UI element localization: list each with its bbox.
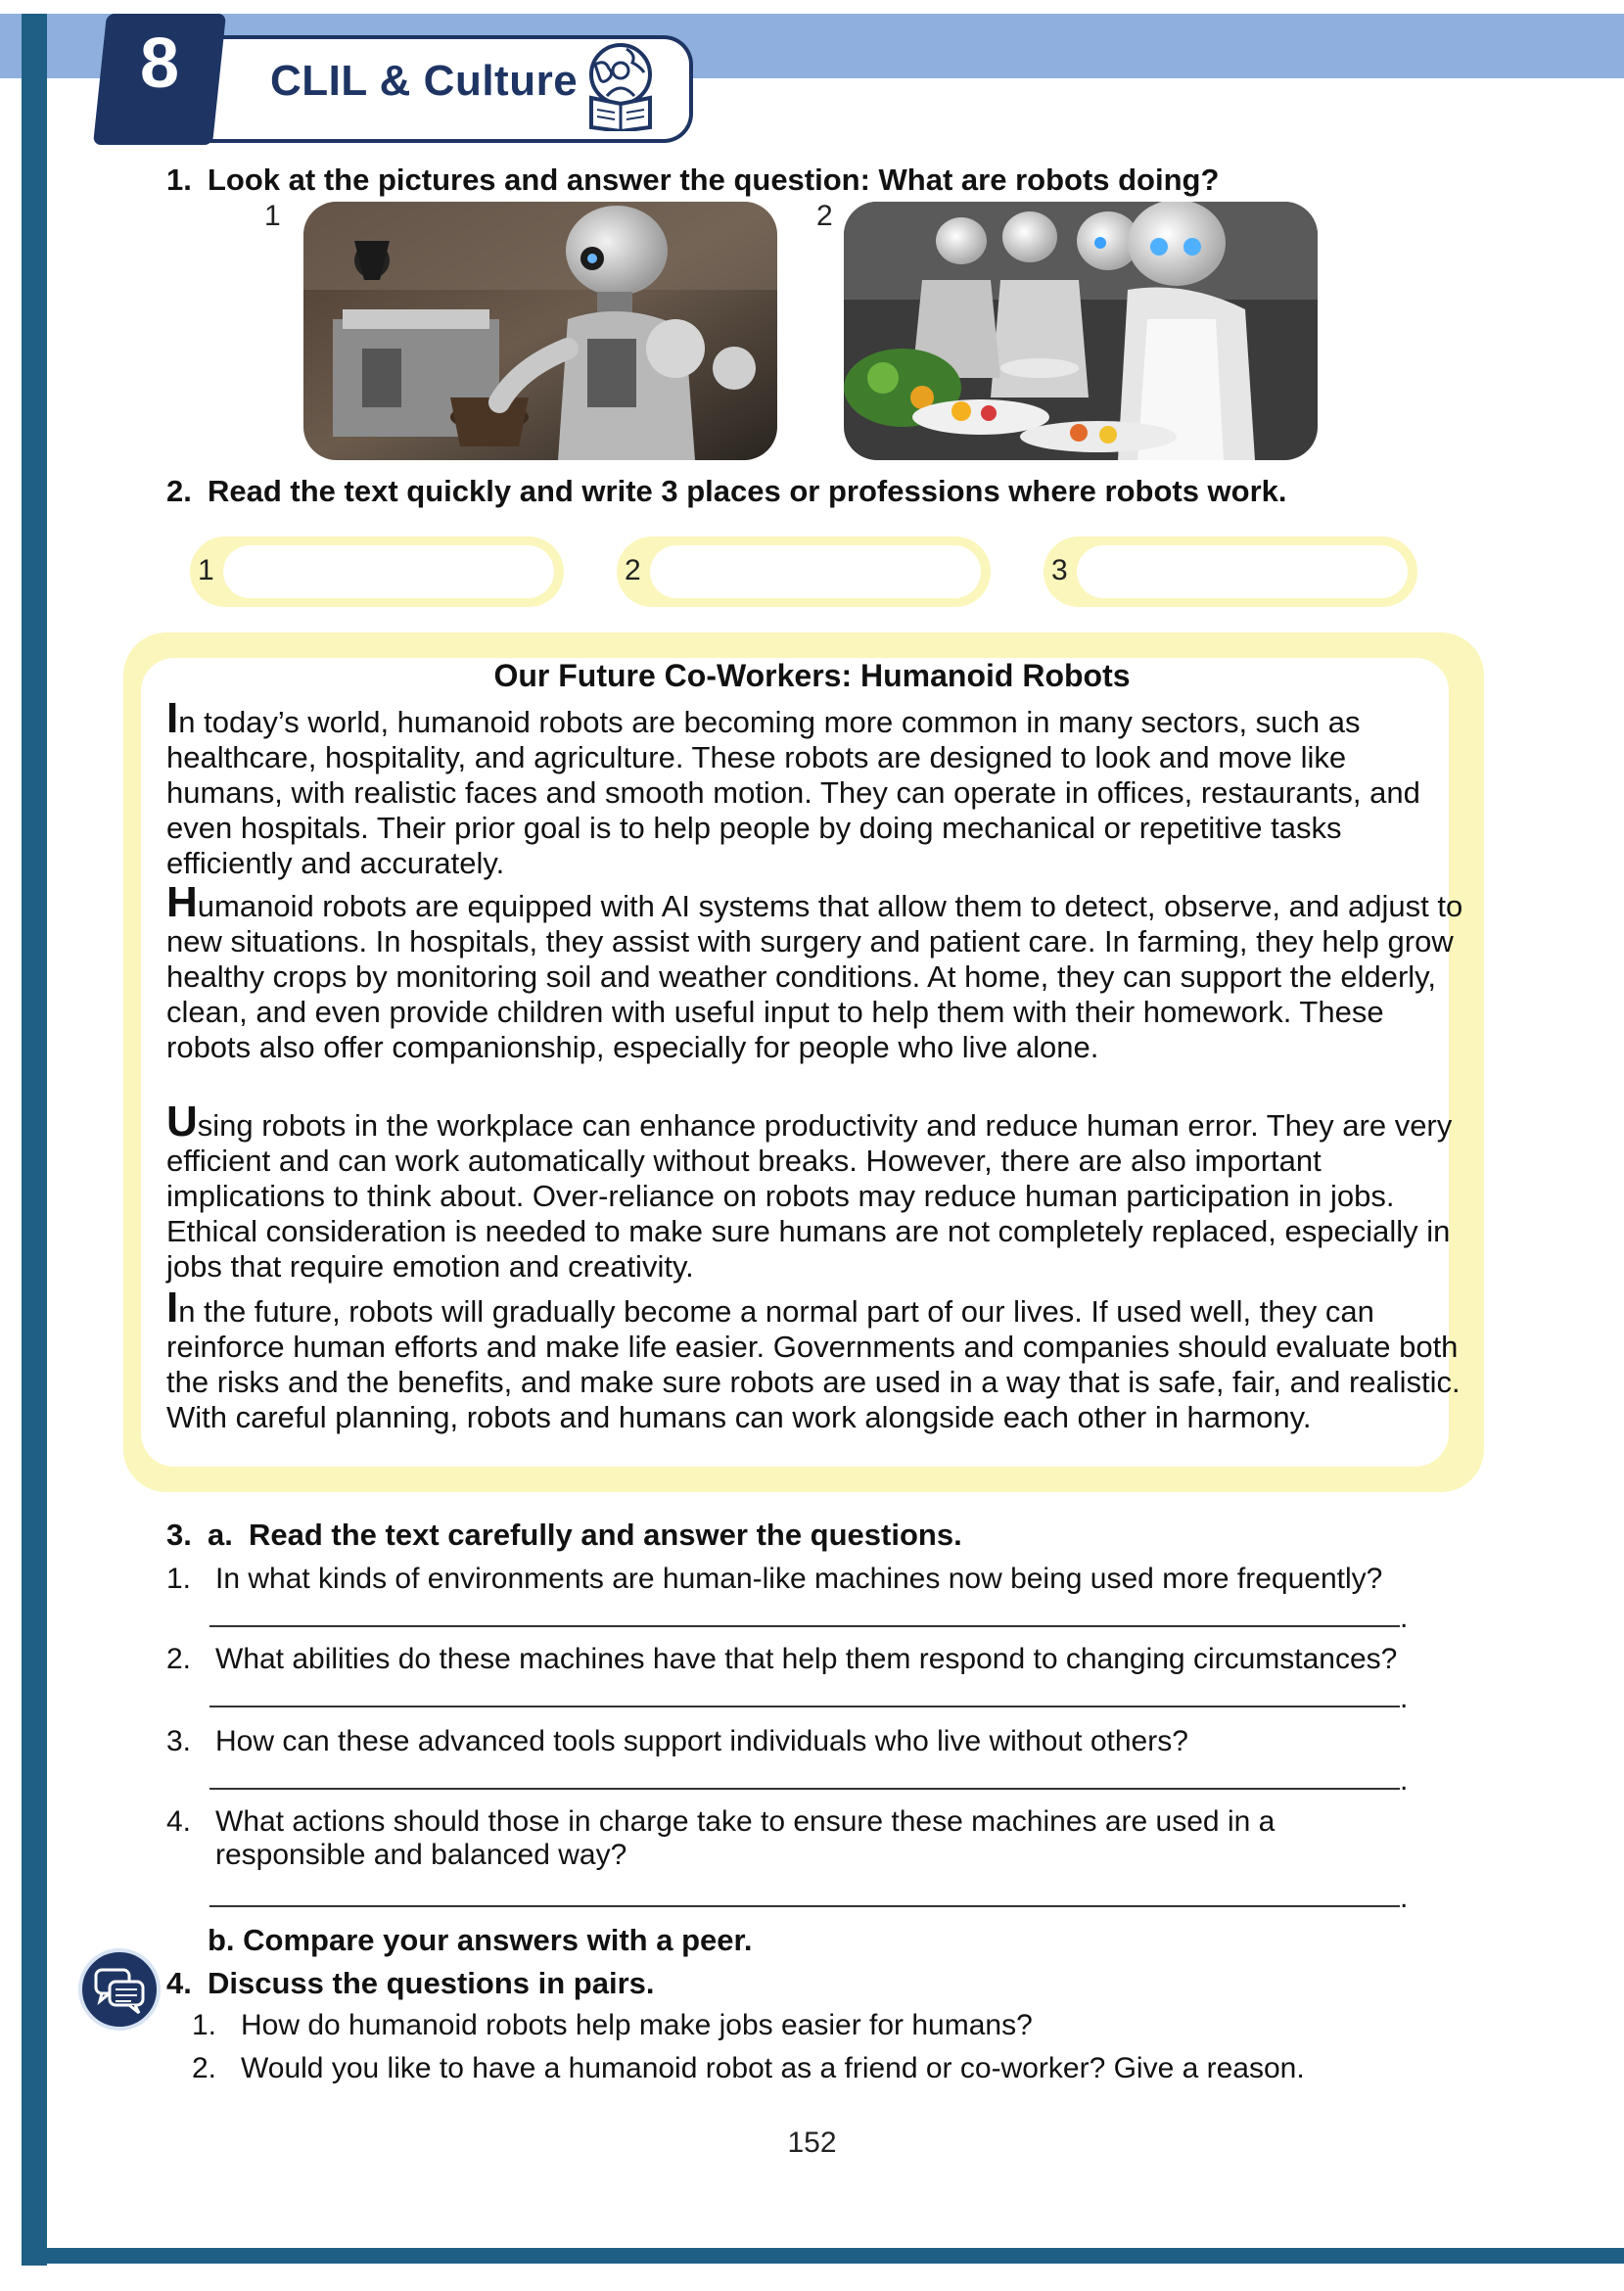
answer-line-3-period: . — [1400, 1764, 1409, 1797]
question-2-text: Read the text quickly and write 3 places or professions where robots work. — [208, 474, 1287, 508]
answer-box-3 — [1044, 537, 1417, 607]
reading-paragraph-1 — [166, 694, 1468, 881]
answer-line-4-period: . — [1400, 1882, 1409, 1914]
answer-box-3-input[interactable] — [1077, 545, 1408, 598]
speech-bubbles-icon — [78, 1948, 161, 2031]
paragraph-4-text: n the future, robots will gradually become a normal part of our lives. If used well, they can reinforce human efforts and make life easier. Governments and companies should evaluate both the risks and the benefits, and make sure robots are used in a way that is safe, fair, and realistic. With careful planning, robots and humans can work alongside each other in harmony. — [166, 1294, 1461, 1434]
answer-box-1-number: 1 — [198, 554, 214, 586]
answer-line-3[interactable] — [209, 1788, 1400, 1790]
answer-line-1[interactable] — [209, 1625, 1400, 1627]
robot-chefs-photo — [844, 202, 1318, 460]
item-2-number: 2. — [166, 1643, 192, 1675]
left-border — [22, 14, 47, 2266]
paragraph-4-initial: I — [166, 1284, 179, 1332]
item-1-number: 1. — [166, 1563, 192, 1595]
answer-box-1 — [190, 537, 564, 607]
picture-1-label: 1 — [264, 200, 281, 232]
paragraph-3-initial: U — [166, 1098, 198, 1146]
question-3-number: 3. — [166, 1518, 192, 1552]
paragraph-3-text: sing robots in the workplace can enhance productivity and reduce human error. They are very efficient and can work automatically without breaks. However, there are also important implications to think about. Over-reliance on robots may reduce human participation in jobs. Ethical consideration is needed to make sure humans are not completely replaced, especially in jobs that require emotion and creativity. — [166, 1108, 1453, 1284]
answer-box-2-input[interactable] — [650, 545, 981, 598]
question-3-item-2 — [166, 1643, 1397, 1676]
question-2-heading — [166, 474, 1287, 509]
paragraph-1-initial: I — [166, 694, 179, 742]
bottom-border — [22, 2248, 1624, 2264]
answer-box-1-input[interactable] — [223, 545, 554, 598]
question-1-heading — [166, 163, 1219, 198]
discussion-2-text: Would you like to have a humanoid robot as a friend or co-worker? Give a reason. — [241, 2052, 1305, 2084]
question-3b: b. Compare your answers with a peer. — [208, 1923, 753, 1957]
discussion-1-text: How do humanoid robots help make jobs easier for humans? — [241, 2009, 1033, 2041]
item-4-text-cont: responsible and balanced way? — [215, 1839, 627, 1871]
discussion-1-number: 1. — [192, 2009, 217, 2041]
item-1-text: In what kinds of environments are human-like machines now being used more frequently? — [215, 1563, 1383, 1595]
answer-box-2 — [617, 537, 991, 607]
page-number: 152 — [787, 2127, 837, 2159]
answer-box-3-number: 3 — [1051, 554, 1068, 586]
item-3-number: 3. — [166, 1725, 192, 1757]
question-3-item-3 — [166, 1725, 1188, 1758]
reading-title: Our Future Co-Workers: Humanoid Robots — [493, 658, 1131, 693]
robot-barista-photo — [303, 202, 777, 460]
question-3-heading — [166, 1518, 962, 1553]
question-3a-text: Read the text carefully and answer the questions. — [249, 1518, 962, 1552]
discussion-item-2 — [192, 2052, 1305, 2085]
answer-line-1-period: . — [1400, 1602, 1409, 1634]
item-2-text: What abilities do these machines have that help them respond to changing circumstances? — [215, 1643, 1398, 1675]
item-3-text: How can these advanced tools support individuals who live without others? — [215, 1725, 1188, 1757]
answer-box-2-number: 2 — [625, 554, 641, 586]
question-3-item-1 — [166, 1563, 1382, 1596]
question-4-heading — [166, 1966, 655, 2001]
question-3-item-4 — [166, 1805, 1275, 1872]
picture-2-label: 2 — [816, 200, 833, 232]
reading-paragraph-3 — [166, 1098, 1468, 1285]
item-4-text: What actions should those in charge take to ensure these machines are used in a — [215, 1805, 1276, 1838]
question-2-number: 2. — [166, 474, 192, 508]
question-1-number: 1. — [166, 163, 192, 197]
item-4-number: 4. — [166, 1805, 192, 1838]
answer-line-4[interactable] — [209, 1905, 1400, 1907]
paragraph-2-initial: H — [166, 878, 198, 926]
reading-paragraph-4 — [166, 1284, 1468, 1435]
paragraph-2-text: umanoid robots are equipped with AI systems that allow them to detect, observe, and adjust to new situations. In hospitals, they assist with surgery and patient care. In farming, they help grow healthy crops by monitoring soil and weather conditions. At home, they can support the elderly, clean, and even provide children with useful input to help them with their homework. These robots also offer companionship, especially for people who live alone. — [166, 889, 1463, 1064]
reading-paragraph-2 — [166, 878, 1468, 1065]
question-3a-label: a. — [208, 1518, 233, 1552]
answer-line-2[interactable] — [209, 1706, 1400, 1707]
unit-number: 8 — [139, 24, 180, 103]
question-1-text: Look at the pictures and answer the question: What are robots doing? — [208, 163, 1220, 197]
question-4-number: 4. — [166, 1966, 192, 2000]
question-4-text: Discuss the questions in pairs. — [208, 1966, 655, 2000]
discussion-2-number: 2. — [192, 2052, 217, 2084]
section-title: CLIL & Culture — [270, 57, 579, 105]
answer-line-2-period: . — [1400, 1682, 1409, 1714]
discussion-item-1 — [192, 2009, 1033, 2042]
paragraph-1-text: n today’s world, humanoid robots are becoming more common in many sectors, such as healthcare, hospitality, and agriculture. These robots are designed to look and move like humans, with realistic faces and smooth motion. They can operate in offices, restaurants, and even hospitals. Their prior goal is to help people by doing mechanical or repetitive tasks efficiently and accurately. — [166, 705, 1420, 880]
globe-book-icon — [581, 41, 660, 131]
